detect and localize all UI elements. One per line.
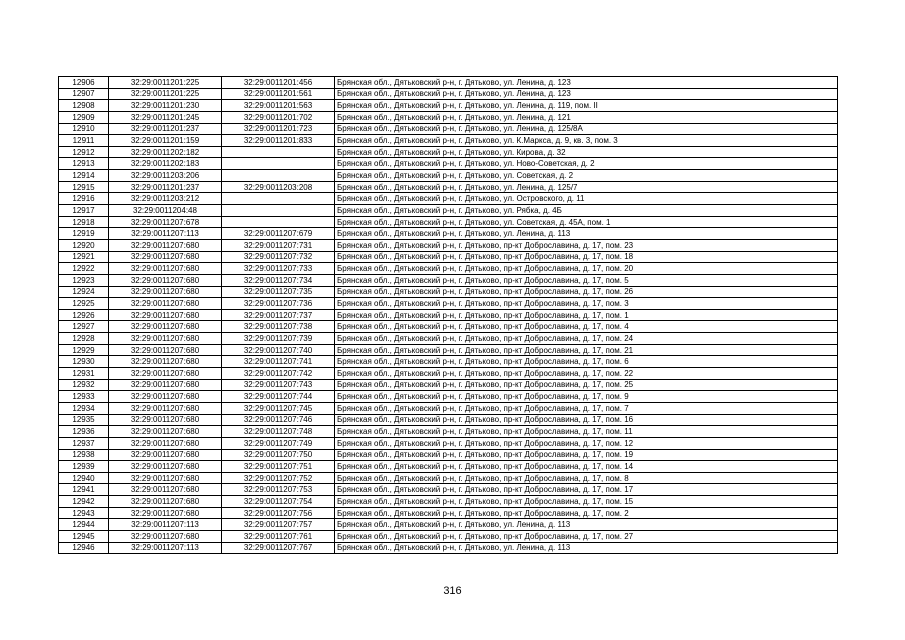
object-cadastral-number-cell: 32:29:0011207:745: [222, 402, 335, 414]
cadastral-number-cell: 32:29:0011207:680: [109, 321, 222, 333]
address-cell: Брянская обл., Дятьковский р-н, г. Дятьково, пр-кт Доброславина, д. 17, пом. 5: [335, 274, 838, 286]
row-number-cell: 12918: [59, 216, 109, 228]
table-row: [59, 100, 838, 112]
table-row: [59, 170, 838, 182]
address-cell: Брянская обл., Дятьковский р-н, г. Дятьково, пр-кт Доброславина, д. 17, пом. 27: [335, 530, 838, 542]
object-cadastral-number-cell: 32:29:0011207:744: [222, 391, 335, 403]
cadastral-number-cell: 32:29:0011201:237: [109, 123, 222, 135]
cadastral-number-cell: 32:29:0011207:680: [109, 496, 222, 508]
table-row: [59, 437, 838, 449]
table-row: [59, 88, 838, 100]
property-table: [58, 76, 838, 554]
object-cadastral-number-cell: [222, 216, 335, 228]
table-row: [59, 402, 838, 414]
object-cadastral-number-cell: 32:29:0011207:735: [222, 286, 335, 298]
table-row: [59, 135, 838, 147]
table-row: [59, 507, 838, 519]
cadastral-number-cell: 32:29:0011201:230: [109, 100, 222, 112]
cadastral-number-cell: 32:29:0011207:680: [109, 391, 222, 403]
table-row: [59, 368, 838, 380]
address-cell: Брянская обл., Дятьковский р-н, г. Дятьково, пр-кт Доброславина, д. 17, пом. 12: [335, 437, 838, 449]
table-row: [59, 216, 838, 228]
object-cadastral-number-cell: 32:29:0011207:733: [222, 263, 335, 275]
cadastral-number-cell: 32:29:0011207:680: [109, 402, 222, 414]
cadastral-number-cell: 32:29:0011204:48: [109, 205, 222, 217]
row-number-cell: 12940: [59, 472, 109, 484]
cadastral-number-cell: 32:29:0011207:680: [109, 356, 222, 368]
table-row: [59, 146, 838, 158]
object-cadastral-number-cell: 32:29:0011201:833: [222, 135, 335, 147]
cadastral-number-cell: 32:29:0011201:245: [109, 111, 222, 123]
object-cadastral-number-cell: 32:29:0011207:741: [222, 356, 335, 368]
row-number-cell: 12933: [59, 391, 109, 403]
table-row: [59, 542, 838, 554]
address-cell: Брянская обл., Дятьковский р-н, г. Дятьково, пр-кт Доброславина, д. 17, пом. 19: [335, 449, 838, 461]
address-cell: Брянская обл., Дятьковский р-н, г. Дятьково, ул. Рябка, д. 4Б: [335, 205, 838, 217]
address-cell: Брянская обл., Дятьковский р-н, г. Дятьково, пр-кт Доброславина, д. 17, пом. 20: [335, 263, 838, 275]
object-cadastral-number-cell: 32:29:0011203:208: [222, 181, 335, 193]
row-number-cell: 12913: [59, 158, 109, 170]
table-row: [59, 333, 838, 345]
object-cadastral-number-cell: 32:29:0011207:679: [222, 228, 335, 240]
row-number-cell: 12927: [59, 321, 109, 333]
row-number-cell: 12942: [59, 496, 109, 508]
row-number-cell: 12921: [59, 251, 109, 263]
object-cadastral-number-cell: 32:29:0011207:739: [222, 333, 335, 345]
object-cadastral-number-cell: [222, 146, 335, 158]
row-number-cell: 12917: [59, 205, 109, 217]
address-cell: Брянская обл., Дятьковский р-н, г. Дятьково, пр-кт Доброславина, д. 17, пом. 7: [335, 402, 838, 414]
address-cell: Брянская обл., Дятьковский р-н, г. Дятьково, ул. Советская, д. 45А, пом. 1: [335, 216, 838, 228]
object-cadastral-number-cell: [222, 158, 335, 170]
table-row: [59, 449, 838, 461]
cadastral-number-cell: 32:29:0011207:680: [109, 344, 222, 356]
object-cadastral-number-cell: [222, 170, 335, 182]
address-cell: Брянская обл., Дятьковский р-н, г. Дятьково, ул. Советская, д. 2: [335, 170, 838, 182]
row-number-cell: 12906: [59, 77, 109, 89]
cadastral-number-cell: 32:29:0011207:113: [109, 228, 222, 240]
object-cadastral-number-cell: 32:29:0011207:756: [222, 507, 335, 519]
address-cell: Брянская обл., Дятьковский р-н, г. Дятьково, ул. Ленина, д. 113: [335, 519, 838, 531]
address-cell: Брянская обл., Дятьковский р-н, г. Дятьково, ул. К.Маркса, д. 9, кв. 3, пом. 3: [335, 135, 838, 147]
address-cell: Брянская обл., Дятьковский р-н, г. Дятьково, пр-кт Доброславина, д. 17, пом. 6: [335, 356, 838, 368]
cadastral-number-cell: 32:29:0011207:680: [109, 239, 222, 251]
cadastral-number-cell: 32:29:0011207:680: [109, 379, 222, 391]
object-cadastral-number-cell: 32:29:0011207:740: [222, 344, 335, 356]
table-row: [59, 111, 838, 123]
address-cell: Брянская обл., Дятьковский р-н, г. Дятьково, пр-кт Доброславина, д. 17, пом. 16: [335, 414, 838, 426]
object-cadastral-number-cell: 32:29:0011207:746: [222, 414, 335, 426]
row-number-cell: 12945: [59, 530, 109, 542]
cadastral-number-cell: 32:29:0011201:237: [109, 181, 222, 193]
cadastral-number-cell: 32:29:0011207:680: [109, 368, 222, 380]
cadastral-number-cell: 32:29:0011207:680: [109, 507, 222, 519]
cadastral-number-cell: 32:29:0011201:225: [109, 77, 222, 89]
cadastral-number-cell: 32:29:0011201:159: [109, 135, 222, 147]
address-cell: Брянская обл., Дятьковский р-н, г. Дятьково, ул. Ленина, д. 125/8А: [335, 123, 838, 135]
row-number-cell: 12944: [59, 519, 109, 531]
address-cell: Брянская обл., Дятьковский р-н, г. Дятьково, пр-кт Доброславина, д. 17, пом. 23: [335, 239, 838, 251]
table-row: [59, 414, 838, 426]
table-row: [59, 228, 838, 240]
table-row: [59, 426, 838, 438]
cadastral-number-cell: 32:29:0011207:680: [109, 263, 222, 275]
address-cell: Брянская обл., Дятьковский р-н, г. Дятьково, пр-кт Доброславина, д. 17, пом. 26: [335, 286, 838, 298]
address-cell: Брянская обл., Дятьковский р-н, г. Дятьково, пр-кт Доброславина, д. 17, пом. 4: [335, 321, 838, 333]
object-cadastral-number-cell: 32:29:0011207:743: [222, 379, 335, 391]
row-number-cell: 12937: [59, 437, 109, 449]
cadastral-number-cell: 32:29:0011207:680: [109, 274, 222, 286]
table-row: [59, 181, 838, 193]
object-cadastral-number-cell: 32:29:0011207:751: [222, 461, 335, 473]
object-cadastral-number-cell: 32:29:0011207:753: [222, 484, 335, 496]
address-cell: Брянская обл., Дятьковский р-н, г. Дятьково, пр-кт Доброславина, д. 17, пом. 25: [335, 379, 838, 391]
table-row: [59, 123, 838, 135]
row-number-cell: 12919: [59, 228, 109, 240]
page-number: 316: [443, 585, 462, 597]
address-cell: Брянская обл., Дятьковский р-н, г. Дятьково, ул. Ново-Советская, д. 2: [335, 158, 838, 170]
object-cadastral-number-cell: 32:29:0011207:754: [222, 496, 335, 508]
cadastral-number-cell: 32:29:0011207:113: [109, 542, 222, 554]
table-row: [59, 461, 838, 473]
address-cell: Брянская обл., Дятьковский р-н, г. Дятьково, ул. Ленина, д. 119, пом. II: [335, 100, 838, 112]
row-number-cell: 12939: [59, 461, 109, 473]
row-number-cell: 12931: [59, 368, 109, 380]
object-cadastral-number-cell: 32:29:0011207:749: [222, 437, 335, 449]
cadastral-number-cell: 32:29:0011207:680: [109, 530, 222, 542]
table-row: [59, 519, 838, 531]
row-number-cell: 12929: [59, 344, 109, 356]
object-cadastral-number-cell: 32:29:0011201:561: [222, 88, 335, 100]
address-cell: Брянская обл., Дятьковский р-н, г. Дятьково, пр-кт Доброславина, д. 17, пом. 11: [335, 426, 838, 438]
table-row: [59, 239, 838, 251]
object-cadastral-number-cell: 32:29:0011207:732: [222, 251, 335, 263]
cadastral-number-cell: 32:29:0011207:680: [109, 414, 222, 426]
row-number-cell: 12934: [59, 402, 109, 414]
object-cadastral-number-cell: [222, 205, 335, 217]
cadastral-number-cell: 32:29:0011203:206: [109, 170, 222, 182]
address-cell: Брянская обл., Дятьковский р-н, г. Дятьково, пр-кт Доброславина, д. 17, пом. 18: [335, 251, 838, 263]
address-cell: Брянская обл., Дятьковский р-н, г. Дятьково, ул. Ленина, д. 123: [335, 88, 838, 100]
table-row: [59, 298, 838, 310]
property-table-body: [59, 77, 838, 554]
object-cadastral-number-cell: 32:29:0011207:742: [222, 368, 335, 380]
row-number-cell: 12925: [59, 298, 109, 310]
row-number-cell: 12923: [59, 274, 109, 286]
table-row: [59, 379, 838, 391]
row-number-cell: 12914: [59, 170, 109, 182]
address-cell: Брянская обл., Дятьковский р-н, г. Дятьково, ул. Ленина, д. 113: [335, 228, 838, 240]
cadastral-number-cell: 32:29:0011203:212: [109, 193, 222, 205]
row-number-cell: 12916: [59, 193, 109, 205]
row-number-cell: 12930: [59, 356, 109, 368]
object-cadastral-number-cell: 32:29:0011207:767: [222, 542, 335, 554]
table-row: [59, 309, 838, 321]
address-cell: Брянская обл., Дятьковский р-н, г. Дятьково, ул. Островского, д. 11: [335, 193, 838, 205]
table-row: [59, 356, 838, 368]
row-number-cell: 12911: [59, 135, 109, 147]
cadastral-number-cell: 32:29:0011202:182: [109, 146, 222, 158]
table-row: [59, 251, 838, 263]
row-number-cell: 12936: [59, 426, 109, 438]
cadastral-number-cell: 32:29:0011207:680: [109, 286, 222, 298]
row-number-cell: 12932: [59, 379, 109, 391]
address-cell: Брянская обл., Дятьковский р-н, г. Дятьково, ул. Ленина, д. 121: [335, 111, 838, 123]
table-row: [59, 321, 838, 333]
table-row: [59, 496, 838, 508]
cadastral-number-cell: 32:29:0011207:113: [109, 519, 222, 531]
address-cell: Брянская обл., Дятьковский р-н, г. Дятьково, пр-кт Доброславина, д. 17, пом. 3: [335, 298, 838, 310]
table-row: [59, 484, 838, 496]
address-cell: Брянская обл., Дятьковский р-н, г. Дятьково, ул. Ленина, д. 113: [335, 542, 838, 554]
object-cadastral-number-cell: 32:29:0011207:738: [222, 321, 335, 333]
cadastral-number-cell: 32:29:0011207:680: [109, 333, 222, 345]
object-cadastral-number-cell: 32:29:0011207:761: [222, 530, 335, 542]
row-number-cell: 12912: [59, 146, 109, 158]
address-cell: Брянская обл., Дятьковский р-н, г. Дятьково, ул. Кирова, д. 32: [335, 146, 838, 158]
row-number-cell: 12924: [59, 286, 109, 298]
cadastral-number-cell: 32:29:0011207:680: [109, 449, 222, 461]
cadastral-number-cell: 32:29:0011207:680: [109, 426, 222, 438]
row-number-cell: 12946: [59, 542, 109, 554]
object-cadastral-number-cell: 32:29:0011207:752: [222, 472, 335, 484]
table-row: [59, 472, 838, 484]
address-cell: Брянская обл., Дятьковский р-н, г. Дятьково, пр-кт Доброславина, д. 17, пом. 1: [335, 309, 838, 321]
address-cell: Брянская обл., Дятьковский р-н, г. Дятьково, пр-кт Доброславина, д. 17, пом. 9: [335, 391, 838, 403]
row-number-cell: 12915: [59, 181, 109, 193]
table-row: [59, 205, 838, 217]
table-row: [59, 158, 838, 170]
address-cell: Брянская обл., Дятьковский р-н, г. Дятьково, пр-кт Доброславина, д. 17, пом. 21: [335, 344, 838, 356]
cadastral-number-cell: 32:29:0011207:680: [109, 472, 222, 484]
address-cell: Брянская обл., Дятьковский р-н, г. Дятьково, пр-кт Доброславина, д. 17, пом. 15: [335, 496, 838, 508]
object-cadastral-number-cell: 32:29:0011207:748: [222, 426, 335, 438]
object-cadastral-number-cell: 32:29:0011201:456: [222, 77, 335, 89]
cadastral-number-cell: 32:29:0011202:183: [109, 158, 222, 170]
address-cell: Брянская обл., Дятьковский р-н, г. Дятьково, пр-кт Доброславина, д. 17, пом. 8: [335, 472, 838, 484]
table-row: [59, 193, 838, 205]
cadastral-number-cell: 32:29:0011207:680: [109, 484, 222, 496]
row-number-cell: 12928: [59, 333, 109, 345]
row-number-cell: 12907: [59, 88, 109, 100]
row-number-cell: 12908: [59, 100, 109, 112]
object-cadastral-number-cell: 32:29:0011201:702: [222, 111, 335, 123]
table-row: [59, 274, 838, 286]
cadastral-number-cell: 32:29:0011201:225: [109, 88, 222, 100]
address-cell: Брянская обл., Дятьковский р-н, г. Дятьково, пр-кт Доброславина, д. 17, пом. 17: [335, 484, 838, 496]
object-cadastral-number-cell: 32:29:0011207:734: [222, 274, 335, 286]
cadastral-number-cell: 32:29:0011207:680: [109, 251, 222, 263]
object-cadastral-number-cell: 32:29:0011207:736: [222, 298, 335, 310]
row-number-cell: 12910: [59, 123, 109, 135]
object-cadastral-number-cell: [222, 193, 335, 205]
row-number-cell: 12926: [59, 309, 109, 321]
cadastral-number-cell: 32:29:0011207:680: [109, 309, 222, 321]
row-number-cell: 12922: [59, 263, 109, 275]
table-row: [59, 286, 838, 298]
table-row: [59, 263, 838, 275]
object-cadastral-number-cell: 32:29:0011207:750: [222, 449, 335, 461]
row-number-cell: 12943: [59, 507, 109, 519]
row-number-cell: 12909: [59, 111, 109, 123]
table-row: [59, 344, 838, 356]
object-cadastral-number-cell: 32:29:0011201:563: [222, 100, 335, 112]
row-number-cell: 12941: [59, 484, 109, 496]
object-cadastral-number-cell: 32:29:0011201:723: [222, 123, 335, 135]
object-cadastral-number-cell: 32:29:0011207:731: [222, 239, 335, 251]
address-cell: Брянская обл., Дятьковский р-н, г. Дятьково, пр-кт Доброславина, д. 17, пом. 24: [335, 333, 838, 345]
cadastral-number-cell: 32:29:0011207:680: [109, 461, 222, 473]
table-row: [59, 391, 838, 403]
address-cell: Брянская обл., Дятьковский р-н, г. Дятьково, пр-кт Доброславина, д. 17, пом. 2: [335, 507, 838, 519]
address-cell: Брянская обл., Дятьковский р-н, г. Дятьково, ул. Ленина, д. 123: [335, 77, 838, 89]
row-number-cell: 12920: [59, 239, 109, 251]
object-cadastral-number-cell: 32:29:0011207:737: [222, 309, 335, 321]
cadastral-number-cell: 32:29:0011207:678: [109, 216, 222, 228]
object-cadastral-number-cell: 32:29:0011207:757: [222, 519, 335, 531]
cadastral-number-cell: 32:29:0011207:680: [109, 298, 222, 310]
address-cell: Брянская обл., Дятьковский р-н, г. Дятьково, пр-кт Доброславина, д. 17, пом. 14: [335, 461, 838, 473]
cadastral-number-cell: 32:29:0011207:680: [109, 437, 222, 449]
table-row: [59, 77, 838, 89]
row-number-cell: 12935: [59, 414, 109, 426]
table-row: [59, 530, 838, 542]
address-cell: Брянская обл., Дятьковский р-н, г. Дятьково, пр-кт Доброславина, д. 17, пом. 22: [335, 368, 838, 380]
row-number-cell: 12938: [59, 449, 109, 461]
address-cell: Брянская обл., Дятьковский р-н, г. Дятьково, ул. Ленина, д. 125/7: [335, 181, 838, 193]
